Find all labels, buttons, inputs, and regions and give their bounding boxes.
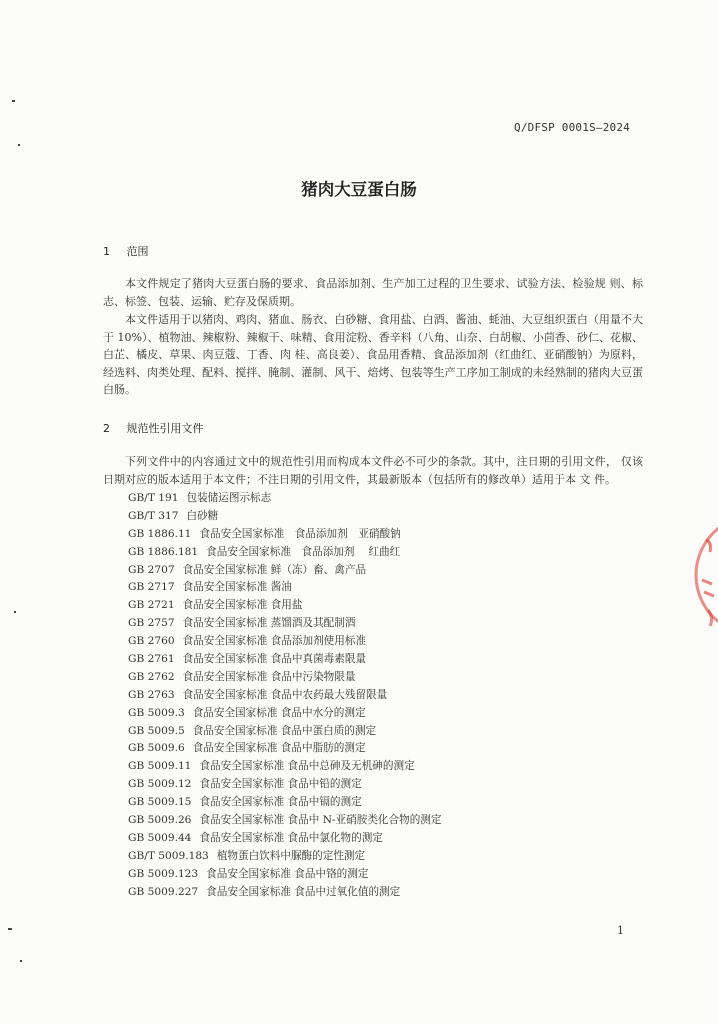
reference-title: 食品安全国家标准 食品中氯化物的测定	[199, 831, 383, 844]
reference-title: 食品安全国家标准 食品添加剂 红曲红	[206, 545, 401, 558]
reference-item	[128, 740, 442, 758]
reference-code: GB 5009.26	[128, 814, 192, 827]
scan-mark	[14, 611, 16, 613]
reference-code: GB 5009.5	[128, 724, 185, 737]
section-2-intro: 下列文件中的内容通过文中的规范性引用而构成本文件必不可少的条款。其中，注日期的引用文件， 仅该日期对应的版本适用于本文件；不注日期的引用文件，其最新版本（包括所有的修改单）适用于本 文 件。	[103, 455, 643, 486]
reference-title: 植物蛋白饮料中脲酶的定性测定	[216, 849, 366, 862]
reference-code: GB 2757	[128, 617, 175, 630]
reference-item	[128, 526, 442, 544]
reference-code: GB 2717	[128, 581, 175, 594]
reference-list	[128, 490, 442, 901]
scan-mark	[8, 928, 12, 930]
scan-mark	[12, 100, 15, 102]
section-1-paragraph-1: 本文件规定了猪肉大豆蛋白肠的要求、食品添加剂、生产加工过程的卫生要求、试验方法、检验规 则、标志、标签、包装、运输、贮存及保质期。	[103, 277, 643, 308]
reference-item	[128, 669, 442, 687]
reference-item	[128, 544, 442, 562]
reference-item	[128, 705, 442, 723]
reference-title: 食品安全国家标准 食品中污染物限量	[182, 670, 356, 683]
reference-item	[128, 490, 442, 508]
reference-title: 食品安全国家标准 食用盐	[182, 599, 303, 612]
section-1-heading	[103, 243, 149, 259]
reference-code: GB 2761	[128, 653, 175, 666]
reference-item	[128, 579, 442, 597]
reference-code: GB 5009.11	[128, 760, 192, 773]
reference-code: GB 5009.227	[128, 885, 199, 898]
reference-title: 食品安全国家标准 食品中脂肪的测定	[192, 742, 366, 755]
reference-item	[128, 687, 442, 705]
section-2-title: 规范性引用文件	[126, 422, 204, 435]
reference-item	[128, 776, 442, 794]
reference-code: GB 1886.11	[128, 527, 192, 540]
reference-title: 食品安全国家标准 食品添加剂 亚硝酸钠	[199, 527, 401, 540]
reference-code: GB/T 191	[128, 492, 179, 504]
reference-title: 包装储运图示标志	[186, 492, 272, 504]
reference-item	[128, 723, 442, 741]
reference-item	[128, 597, 442, 615]
scan-mark	[18, 144, 20, 146]
reference-item	[128, 758, 442, 776]
reference-code: GB 5009.3	[128, 706, 185, 719]
red-seal-stamp	[682, 500, 718, 650]
reference-title: 食品安全国家标准 食品中铅的测定	[199, 778, 362, 791]
reference-item	[128, 562, 442, 580]
reference-title: 食品安全国家标准 酱油	[182, 581, 292, 594]
reference-code: GB 5009.123	[128, 867, 199, 880]
reference-title: 食品安全国家标准 食品中铬的测定	[206, 867, 369, 880]
reference-item	[128, 830, 442, 848]
reference-title: 食品安全国家标准 食品中水分的测定	[192, 706, 366, 719]
reference-title: 食品安全国家标准 食品中总砷及无机砷的测定	[199, 760, 415, 773]
reference-title: 食品安全国家标准 食品添加剂使用标准	[182, 635, 367, 648]
page-number: 1	[617, 924, 624, 937]
reference-item	[128, 866, 442, 884]
reference-code: GB 5009.15	[128, 796, 192, 809]
reference-code: GB 2763	[128, 688, 175, 701]
reference-item	[128, 812, 442, 830]
section-1-paragraph-2: 本文件适用于以猪肉、鸡肉、猪血、肠衣、白砂糖、食用盐、白酒、酱油、蚝油、大豆组织蛋白（用量不大于 10%）、植物油、辣椒粉、辣椒干、味精、食用淀粉、香辛料（八角、山奈、白胡椒、小茴香、砂仁、花椒、白芷、橘皮、草果、肉豆蔻、丁香、肉 桂、高良姜）、食品用香精、食品添加剂（红曲红、亚硝酸钠）为原料，经选料、肉类处理、配料、搅拌、腌制、灌制、风干、焙烤、包装等生产工序加工制成的未经熟制的猪肉大豆蛋白肠。	[103, 313, 643, 396]
reference-title: 食品安全国家标准 蒸馏酒及其配制酒	[182, 617, 356, 630]
section-2-heading	[103, 420, 204, 436]
reference-item	[128, 508, 442, 526]
section-1-number: 1	[103, 245, 110, 258]
reference-code: GB 5009.44	[128, 831, 192, 844]
reference-title: 食品安全国家标准 食品中过氧化值的测定	[206, 885, 401, 898]
reference-title: 食品安全国家标准 食品中真菌毒素限量	[182, 653, 367, 666]
reference-item	[128, 884, 442, 902]
scan-mark	[20, 960, 22, 962]
section-1-title: 范围	[126, 245, 149, 258]
reference-item	[128, 615, 442, 633]
reference-code: GB 2762	[128, 670, 175, 683]
reference-code: GB 5009.6	[128, 742, 185, 755]
reference-code: GB 2707	[128, 563, 175, 576]
reference-title: 食品安全国家标准 鲜（冻）畜、禽产品	[182, 563, 367, 576]
reference-code: GB/T 5009.183	[128, 849, 209, 862]
reference-code: GB 1886.181	[128, 545, 199, 558]
section-2-number: 2	[103, 422, 110, 435]
reference-code: GB/T 317	[128, 509, 179, 522]
reference-title: 食品安全国家标准 食品中 N-亚硝胺类化合物的测定	[199, 814, 442, 827]
reference-item	[128, 848, 442, 866]
page-title: 猪肉大豆蛋白肠	[301, 180, 417, 199]
reference-code: GB 2721	[128, 599, 175, 612]
reference-title: 食品安全国家标准 食品中农药最大残留限量	[182, 688, 388, 701]
reference-title: 食品安全国家标准 食品中镉的测定	[199, 796, 362, 809]
reference-code: GB 5009.12	[128, 778, 192, 791]
reference-code: GB 2760	[128, 635, 175, 648]
reference-item	[128, 794, 442, 812]
reference-title: 食品安全国家标准 食品中蛋白质的测定	[192, 724, 377, 737]
reference-item	[128, 651, 442, 669]
reference-title: 白砂糖	[186, 509, 219, 522]
document-id: Q/DFSP 0001S—2024	[514, 121, 630, 134]
reference-item	[128, 633, 442, 651]
